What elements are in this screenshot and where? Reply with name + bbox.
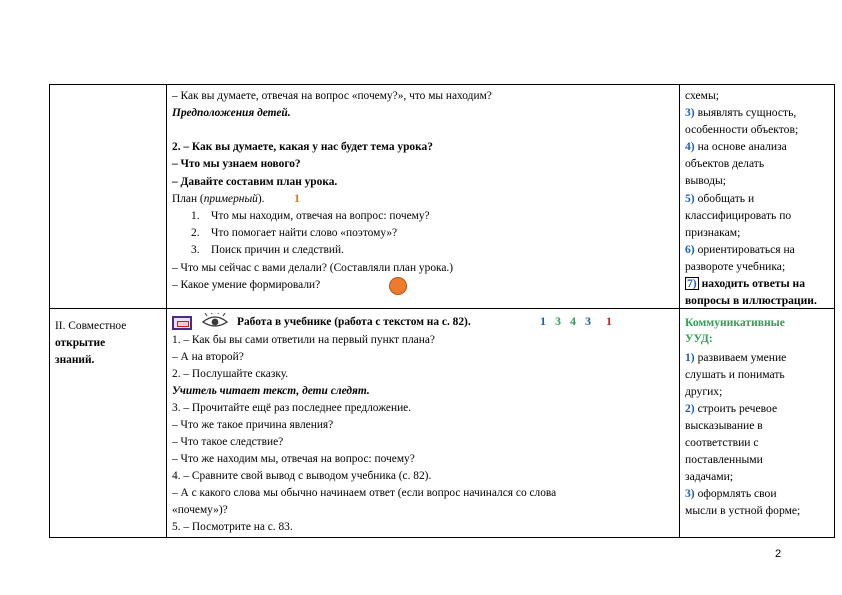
text-line: 1. – Как бы вы сами ответили на первый пункт плана?: [172, 334, 435, 346]
text-line: 3. – Прочитайте ещё раз последнее предложение.: [172, 402, 412, 414]
skill-item: [685, 351, 786, 365]
text-line: – Какое умение формировали?: [172, 279, 321, 291]
skill-item: [685, 192, 754, 206]
skill-text: ориентироваться на: [694, 243, 795, 256]
plan-prefix: План (: [172, 193, 204, 205]
skill-text: обобщать и: [694, 192, 755, 205]
skill-text: находить ответы на: [698, 277, 806, 290]
plan-item-number: 3.: [191, 244, 200, 256]
skill-text: мысли в устной форме;: [685, 504, 801, 517]
stage-title: [55, 319, 126, 333]
skill-text: выводы;: [685, 174, 727, 187]
text-line: – Что такое следствие?: [172, 436, 284, 448]
lesson-table: [49, 84, 835, 538]
plan-item: [191, 243, 344, 257]
plan-item-number: 2.: [191, 227, 200, 239]
skill-text: слушать и понимать: [685, 368, 785, 381]
skill-item: [685, 140, 787, 154]
skill-item: [685, 106, 796, 120]
eye-icon: [201, 313, 229, 329]
skill-number: 7): [687, 277, 697, 290]
skill-number: 3): [685, 487, 695, 500]
skills-title: УУД:: [685, 332, 713, 345]
stage-cell: [50, 309, 166, 539]
stage-markers: [540, 314, 612, 329]
skill-item: [685, 243, 795, 257]
skill-item: [685, 487, 777, 501]
skill-number: 4): [685, 140, 695, 153]
plan-item-text: Поиск причин и следствий.: [211, 244, 344, 256]
skill-text: на основе анализа: [694, 140, 787, 153]
plan-italic: примерный: [203, 193, 258, 205]
text-line: 5. – Посмотрите на с. 83.: [172, 521, 293, 533]
skill-text: поставленными: [685, 453, 763, 466]
row2-skills-cell: [680, 309, 835, 539]
text-line: 4. – Сравните свой вывод с выводом учебника (с. 82).: [172, 470, 432, 482]
skill-text: вопросы в иллюстрации.: [685, 294, 817, 307]
skill-text: оформлять свои: [694, 487, 777, 500]
text-line: Предположения детей.: [172, 107, 291, 119]
row1-skills-cell: [680, 85, 835, 308]
plan-line: [172, 192, 265, 206]
skill-text: классифицировать по: [685, 209, 792, 222]
skill-text: схемы;: [685, 89, 719, 102]
text-line: – Что мы узнаем нового?: [172, 158, 301, 170]
skill-text: задачами;: [685, 470, 734, 483]
skill-number: 3): [685, 106, 695, 119]
skill-text: соответствии с: [685, 436, 759, 449]
skill-text: объектов делать: [685, 157, 765, 170]
skill-text: развороте учебника;: [685, 260, 786, 273]
marker-number: 1: [540, 314, 546, 328]
plan-suffix: ).: [257, 193, 265, 205]
stage-number: II. Совместное: [55, 320, 127, 332]
marker-number: 3: [585, 314, 591, 328]
plan-item-text: Что помогает найти слово «поэтому»?: [211, 227, 398, 239]
stage-title: открытие: [55, 337, 106, 349]
skill-item: [685, 402, 777, 416]
text-line: Учитель читает текст, дети следят.: [172, 385, 370, 397]
plan-item-text: Что мы находим, отвечая на вопрос: почему?: [211, 210, 430, 222]
book-icon: [172, 316, 192, 330]
marker-number: 4: [570, 314, 576, 328]
skill-number: 1): [685, 351, 695, 364]
text-line: 2. – Как вы думаете, какая у нас будет тема урока?: [172, 141, 433, 153]
text-line: – Что же находим мы, отвечая на вопрос: почему?: [172, 453, 415, 465]
stage-title: знаний.: [55, 354, 95, 366]
skill-number: 2): [685, 402, 695, 415]
row2-content-cell: [167, 309, 679, 539]
plan-marker: 1: [294, 191, 300, 205]
page-number: 2: [775, 548, 782, 560]
skill-item: [685, 277, 805, 291]
plan-item-number: 1.: [191, 210, 200, 222]
text-line: 2. – Послушайте сказку.: [172, 368, 289, 380]
text-line: – Давайте составим план урока.: [172, 176, 338, 188]
skill-text: выявлять сущность,: [694, 106, 797, 119]
text-line: – Как вы думаете, отвечая на вопрос «почему?», что мы находим?: [172, 90, 492, 102]
skill-text: других;: [685, 385, 723, 398]
skills-title: Коммуникативные: [685, 316, 785, 329]
marker-number: 1: [606, 314, 612, 328]
skill-number: 6): [685, 243, 695, 256]
skill-number: 5): [685, 192, 695, 205]
text-line: «почему»)?: [172, 504, 228, 516]
plan-item: [191, 226, 397, 240]
text-line: – Что же такое причина явления?: [172, 419, 334, 431]
plan-item: [191, 209, 430, 223]
skill-text: высказывание в: [685, 419, 763, 432]
text-line: – А на второй?: [172, 351, 244, 363]
section-heading: Работа в учебнике (работа с текстом на с. 82).: [237, 316, 471, 328]
skill-text: строить речевое: [694, 402, 778, 415]
marker-number: 3: [555, 314, 561, 328]
orange-circle-marker: [389, 277, 407, 295]
text-line: – А с какого слова мы обычно начинаем ответ (если вопрос начинался со слова: [172, 487, 557, 499]
skill-text: признакам;: [685, 226, 741, 239]
skill-text: особенности объектов;: [685, 123, 799, 136]
text-line: – Что мы сейчас с вами делали? (Составляли план урока.): [172, 262, 454, 274]
row1-content-cell: [167, 85, 679, 308]
skill-text: развиваем умение: [694, 351, 787, 364]
